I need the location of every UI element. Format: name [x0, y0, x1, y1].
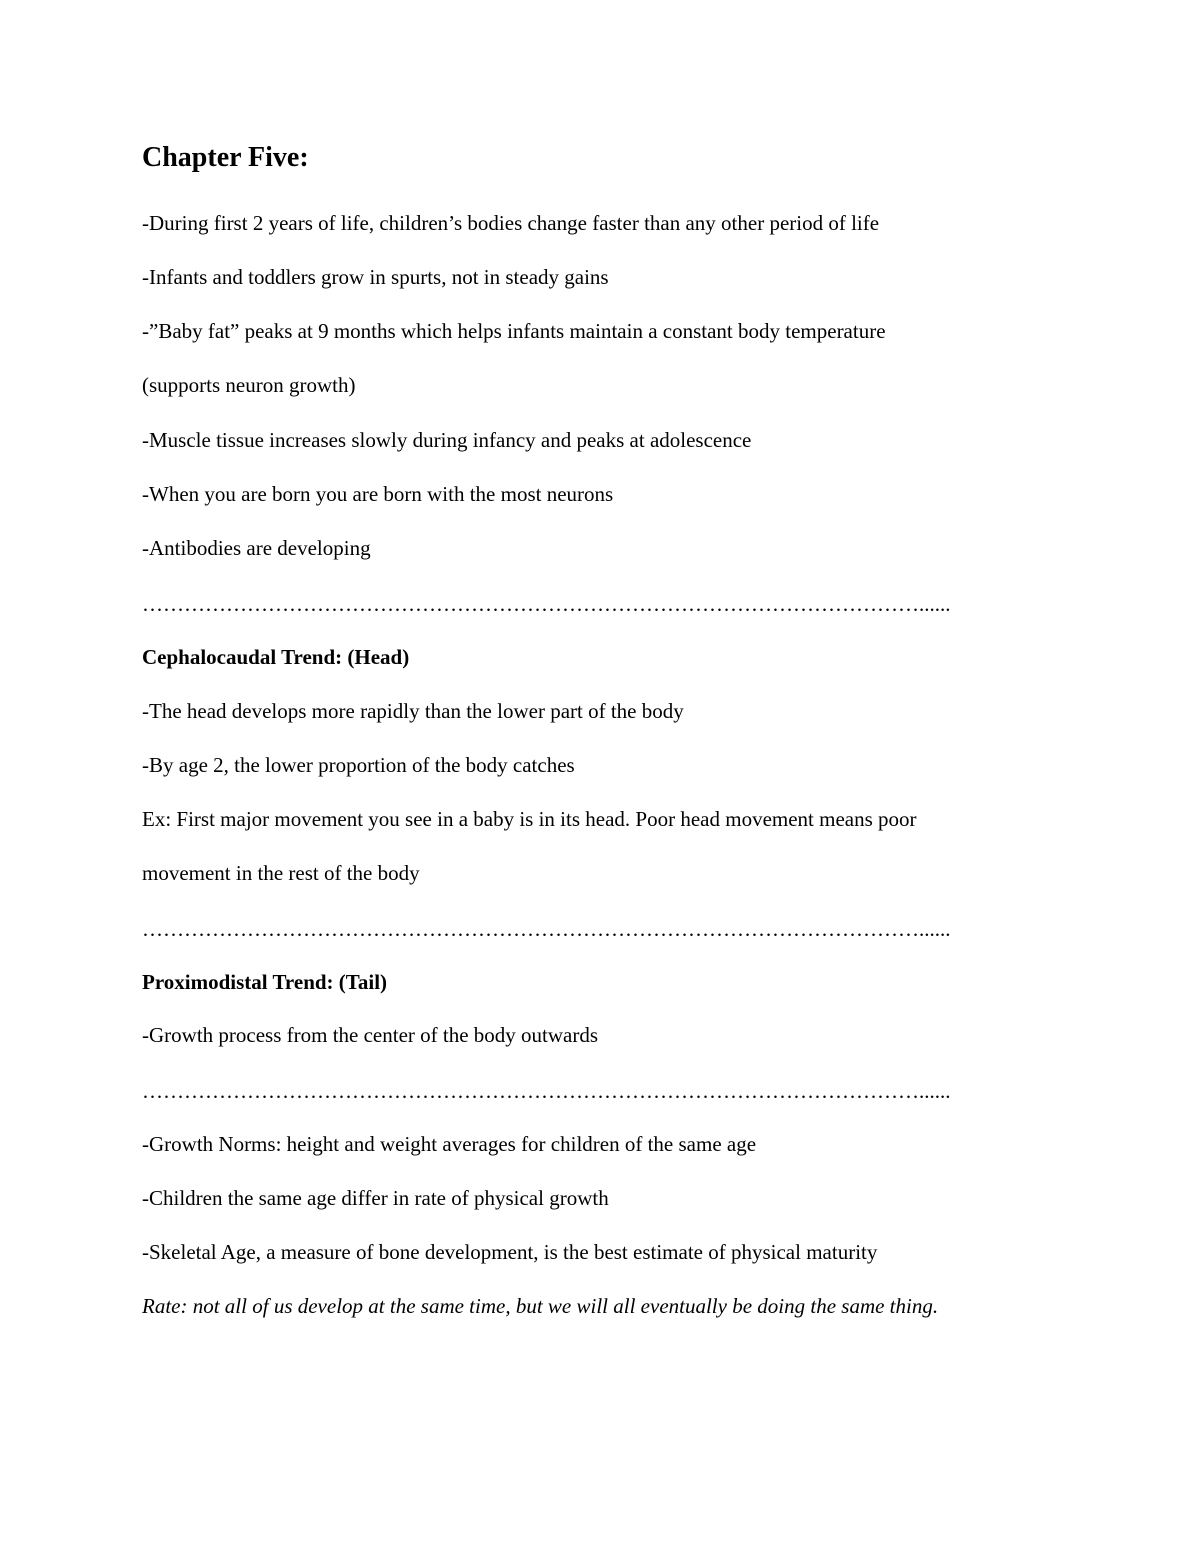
- intro-line: -When you are born you are born with the most neurons: [142, 482, 614, 506]
- cephalocaudal-line: -The head develops more rapidly than the lower part of the body: [142, 699, 684, 723]
- proximodistal-line: -Growth process from the center of the body outwards: [142, 1023, 599, 1047]
- chapter-title: Chapter Five:: [142, 142, 309, 173]
- cephalocaudal-line: movement in the rest of the body: [142, 861, 420, 885]
- proximodistal-heading: Proximodistal Trend: (Tail): [142, 970, 388, 994]
- intro-line: -Antibodies are developing: [142, 536, 371, 560]
- intro-line: -During first 2 years of life, children’s bodies change faster than any other period of life: [142, 211, 880, 235]
- intro-line: -Infants and toddlers grow in spurts, not in steady gains: [142, 265, 609, 289]
- intro-line: -”Baby fat” peaks at 9 months which helps infants maintain a constant body temperature: [142, 319, 886, 343]
- dotted-separator: …………………………………………………………………………………………………......: [142, 917, 951, 941]
- cephalocaudal-line: -By age 2, the lower proportion of the body catches: [142, 753, 575, 777]
- cephalocaudal-line: Ex: First major movement you see in a baby is in its head. Poor head movement means poor: [142, 807, 917, 831]
- dotted-separator: …………………………………………………………………………………………………......: [142, 1079, 951, 1103]
- intro-line: (supports neuron growth): [142, 373, 356, 397]
- dotted-separator: …………………………………………………………………………………………………......: [142, 592, 951, 616]
- growth-line: -Skeletal Age, a measure of bone development, is the best estimate of physical maturity: [142, 1240, 878, 1264]
- cephalocaudal-heading: Cephalocaudal Trend: (Head): [142, 645, 410, 669]
- growth-line: -Children the same age differ in rate of physical growth: [142, 1186, 609, 1210]
- growth-line: -Growth Norms: height and weight averages for children of the same age: [142, 1132, 757, 1156]
- rate-note: Rate: not all of us develop at the same time, but we will all eventually be doing the same thing.: [142, 1294, 939, 1318]
- intro-line: -Muscle tissue increases slowly during infancy and peaks at adolescence: [142, 428, 752, 452]
